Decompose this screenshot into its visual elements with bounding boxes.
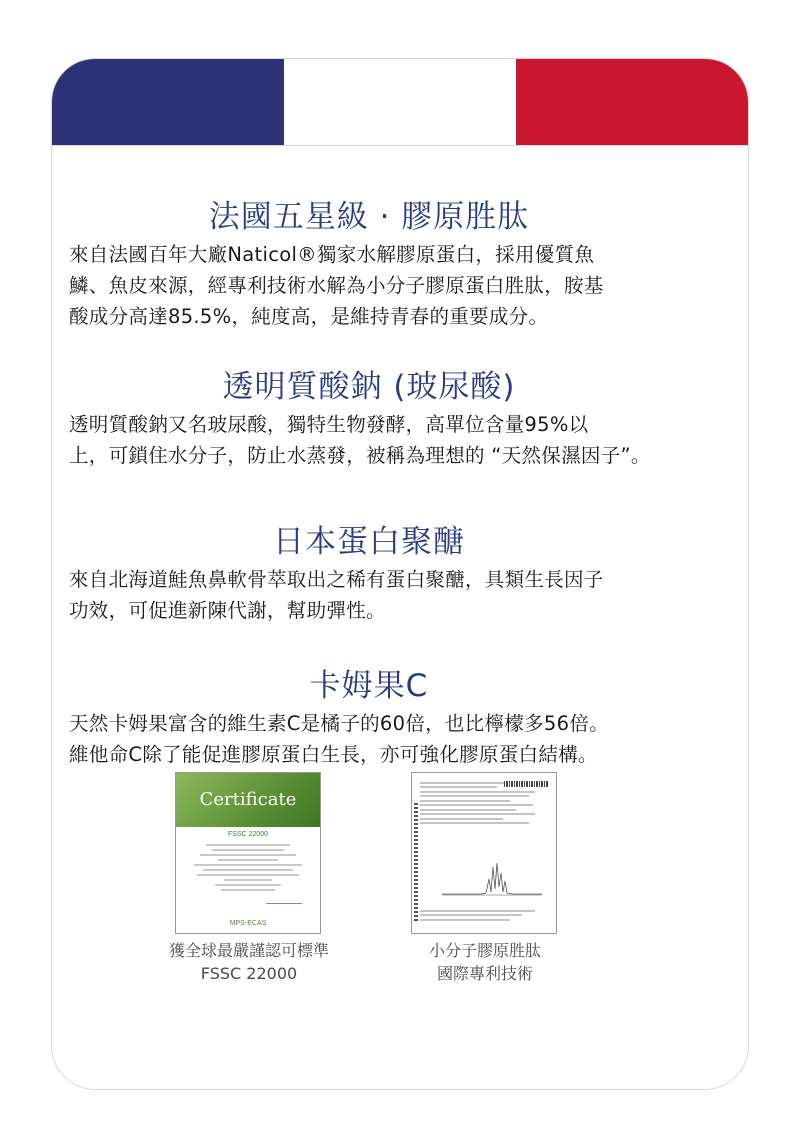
mps-ecas-logo: MPS-ECAS [229, 920, 267, 927]
caption-line: FSSC 22000 [200, 964, 298, 983]
caption-line: 國際專利技術 [436, 964, 533, 983]
section-body: 透明質酸鈉又名玻尿酸，獨特生物發酵，高單位含量95%以 上，可鎖住水分子，防止水蒸發，被稱為理想的 “天然保濕因子”。 [69, 413, 651, 467]
section-title: 日本蛋白聚醣 [273, 524, 465, 560]
certificate-text-lines [176, 838, 320, 891]
patent-caption [365, 939, 605, 985]
section-collagen [69, 197, 669, 332]
fssc-certificate-image [175, 772, 321, 934]
section-title: 卡姆果C [309, 668, 429, 704]
section-camu-camu [69, 666, 669, 770]
barcode-icon [504, 781, 548, 787]
signature-mark [266, 891, 302, 904]
section-title: 法國五星級 · 膠原胜肽 [208, 199, 530, 235]
section-title: 透明質酸鈉 (玻尿酸) [222, 369, 516, 405]
section-body: 天然卡姆果富含的維生素C是橘子的60倍，也比檸檬多56倍。 維他命C除了能促進膠原蛋白生長，亦可強化膠原蛋白結構。 [69, 712, 609, 766]
chromatogram-graphic [442, 859, 542, 897]
flag-blue-stripe [52, 59, 284, 145]
caption-line: 獲全球最嚴謹認可標準 [168, 941, 329, 960]
section-body: 來自北海道鮭魚鼻軟骨萃取出之稀有蛋白聚醣，具類生長因子 功效，可促進新陳代謝，幫助彈性。 [69, 568, 604, 622]
flag-divider [52, 145, 748, 146]
section-hyaluronic-acid [69, 367, 669, 471]
certificate-caption [129, 939, 369, 985]
section-proteoglycan [69, 522, 669, 626]
flag-red-stripe [516, 59, 748, 145]
patent-document-image [411, 772, 557, 934]
flag-white-stripe [284, 59, 516, 145]
french-flag-banner [52, 59, 748, 145]
fssc-badge: FSSC 22000 [227, 831, 269, 838]
certificate-heading: Certificate [176, 773, 320, 827]
section-body: 來自法國百年大廠Naticol®獨家水解膠原蛋白，採用優質魚 鱗、魚皮來源，經專利技術水解為小分子膠原蛋白胜肽，胺基 酸成分高達85.5%，純度高，是維持青春的重要成分。 [69, 243, 604, 328]
document-footer-lines [412, 901, 556, 923]
caption-line: 小分子膠原胜肽 [428, 941, 541, 960]
